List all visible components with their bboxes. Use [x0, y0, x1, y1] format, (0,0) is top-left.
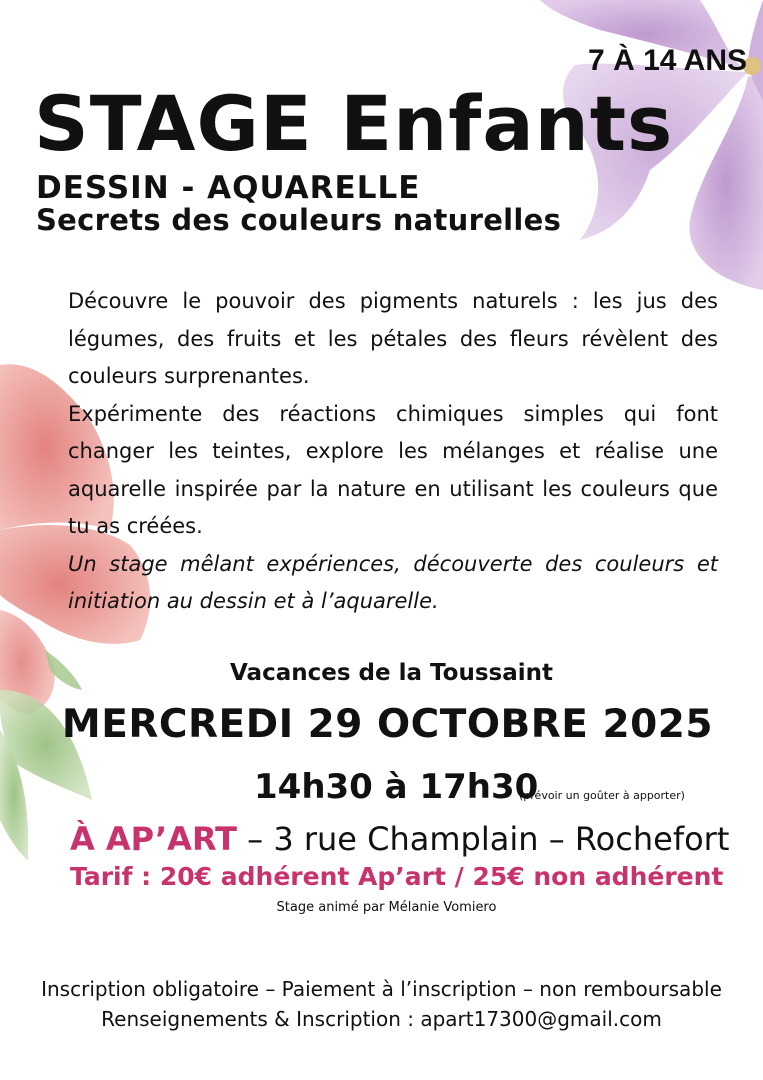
registration-terms: Inscription obligatoire – Paiement à l’inscription – non remboursable — [41, 977, 722, 1001]
venue — [70, 820, 729, 858]
animator-credit: Stage animé par Mélanie Vomiero — [276, 900, 497, 915]
season-label: Vacances de la Toussaint — [230, 660, 553, 686]
contact-info: Renseignements & Inscription : apart17300@gmail.com — [101, 1007, 662, 1031]
price-info: Tarif : 20€ adhérent Ap’art / 25€ non adhérent — [70, 862, 724, 891]
venue-name: À AP’ART — [70, 820, 237, 858]
subtitle-activity: DESSIN - AQUARELLE — [36, 170, 421, 206]
description — [68, 283, 718, 621]
snack-note: (prévoir un goûter à apporter) — [519, 789, 685, 802]
subtitle-theme: Secrets des couleurs naturelles — [36, 203, 562, 237]
event-date: MERCREDI 29 OCTOBRE 2025 — [61, 702, 714, 747]
description-paragraph: Expérimente des réactions chimiques simples qui font changer les teintes, explore les mélanges et réalise une aquarelle inspirée par la nature en utilisant les couleurs que tu as créées. — [68, 401, 718, 538]
description-paragraph: Découvre le pouvoir des pigments naturels : les jus des légumes, des fruits et les pétales des fleurs révèlent des couleurs surprenantes. — [68, 289, 718, 388]
description-tagline: Un stage mêlant expériences, découverte des couleurs et initiation au dessin et à l’aquarelle. — [68, 551, 718, 613]
age-range: 7 À 14 ANS — [588, 44, 747, 77]
event-time: 14h30 à 17h30 — [254, 767, 539, 807]
venue-address: – 3 rue Champlain – Rochefort — [236, 820, 730, 858]
page-title: STAGE Enfants — [34, 79, 674, 168]
